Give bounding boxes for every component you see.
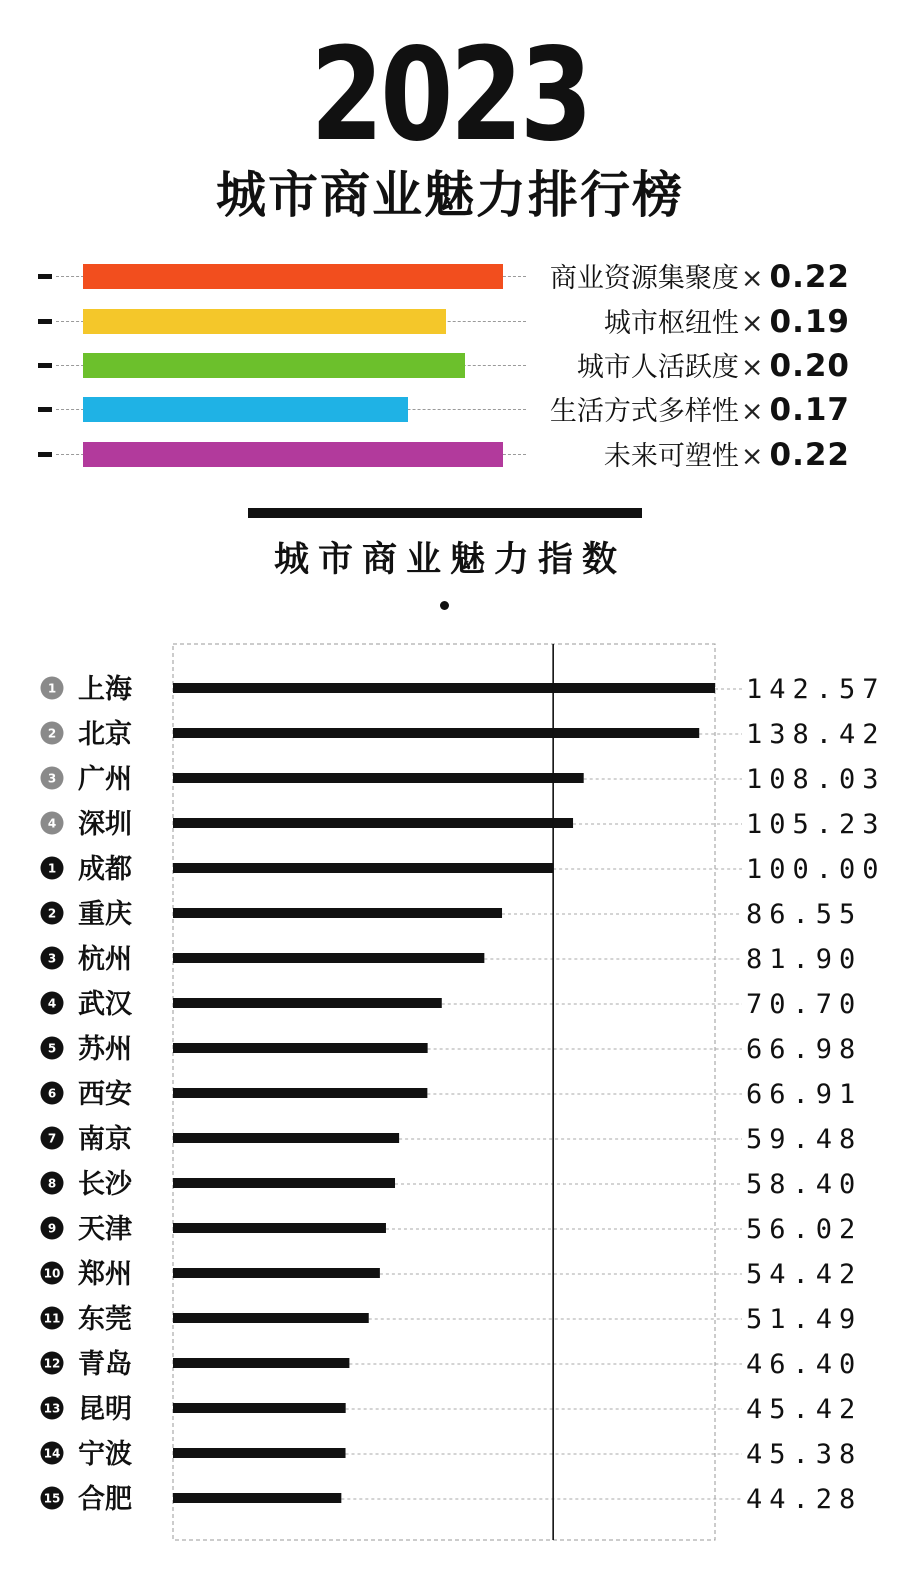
weight-value: 0.20: [769, 348, 850, 384]
weight-name: 商业资源集聚度: [549, 263, 739, 294]
weight-value: 0.19: [769, 304, 850, 340]
city-label: 上海: [78, 674, 132, 705]
multiply-sign: ×: [740, 308, 764, 339]
multiply-sign: ×: [740, 396, 764, 427]
value-label: 54.42: [746, 1259, 863, 1290]
page-title: 城市商业魅力排行榜: [216, 166, 684, 224]
rank-number: 4: [47, 996, 57, 1011]
rank-number: 4: [47, 816, 57, 831]
city-label: 青岛: [78, 1349, 132, 1380]
value-label: 142.57: [746, 674, 886, 705]
value-label: 51.49: [746, 1304, 863, 1335]
city-label: 长沙: [78, 1169, 132, 1200]
multiply-sign: ×: [740, 352, 764, 383]
weight-name: 未来可塑性: [603, 441, 739, 472]
rank-number: 11: [43, 1311, 61, 1326]
rank-number: 1: [47, 681, 57, 696]
value-label: 58.40: [746, 1169, 863, 1200]
rank-number: 3: [47, 951, 57, 966]
city-label: 武汉: [78, 989, 132, 1020]
rank-number: 8: [47, 1176, 57, 1191]
bar: [173, 683, 715, 693]
value-label: 66.91: [746, 1079, 863, 1110]
value-label: 59.48: [746, 1124, 863, 1155]
city-label: 杭州: [78, 944, 132, 975]
city-label: 深圳: [78, 809, 132, 840]
section-title: 城市商业魅力指数: [273, 540, 626, 580]
bar: [173, 1358, 349, 1368]
title-year: 2023: [310, 21, 590, 170]
rank-number: 9: [47, 1221, 57, 1236]
city-label: 天津: [78, 1214, 132, 1245]
rank-number: 13: [43, 1401, 61, 1416]
weight-value: 0.17: [769, 392, 850, 428]
bar: [173, 1043, 428, 1053]
city-label: 郑州: [78, 1259, 132, 1290]
weight-value: 0.22: [769, 437, 850, 473]
bar: [173, 1223, 386, 1233]
bar: [173, 1268, 380, 1278]
rank-number: 7: [47, 1131, 57, 1146]
bar: [173, 1313, 369, 1323]
bar: [173, 1493, 341, 1503]
value-label: 66.98: [746, 1034, 863, 1065]
rank-number: 5: [47, 1041, 57, 1056]
value-label: 100.00: [746, 854, 886, 885]
value-label: 56.02: [746, 1214, 863, 1245]
city-label: 昆明: [78, 1394, 132, 1425]
value-label: 45.42: [746, 1394, 863, 1425]
value-label: 44.28: [746, 1484, 863, 1515]
city-label: 宁波: [78, 1439, 132, 1470]
city-label: 西安: [78, 1079, 132, 1110]
rank-number: 1: [47, 861, 57, 876]
value-label: 86.55: [746, 899, 863, 930]
multiply-sign: ×: [740, 441, 764, 472]
value-label: 105.23: [746, 809, 886, 840]
value-label: 138.42: [746, 719, 886, 750]
value-label: 45.38: [746, 1439, 863, 1470]
value-label: 108.03: [746, 764, 886, 795]
value-label: 46.40: [746, 1349, 863, 1380]
weight-name: 城市枢纽性: [603, 308, 739, 339]
bar: [173, 1133, 399, 1143]
rank-number: 2: [47, 726, 57, 741]
rank-number: 10: [43, 1266, 61, 1281]
bar: [173, 998, 442, 1008]
city-label: 北京: [78, 719, 132, 750]
weight-name: 城市人活跃度: [576, 352, 739, 383]
rank-number: 2: [47, 906, 57, 921]
city-label: 东莞: [78, 1304, 132, 1335]
bar: [173, 1448, 346, 1458]
bar: [173, 953, 484, 963]
rank-number: 6: [47, 1086, 57, 1101]
rank-number: 15: [43, 1491, 61, 1506]
bar: [173, 1088, 427, 1098]
city-label: 重庆: [78, 899, 132, 930]
city-label: 广州: [78, 764, 132, 795]
city-label: 苏州: [78, 1034, 132, 1065]
rank-number: 12: [43, 1356, 61, 1371]
bar: [173, 1403, 346, 1413]
bar: [173, 908, 502, 918]
value-label: 81.90: [746, 944, 863, 975]
value-label: 70.70: [746, 989, 863, 1020]
bar: [173, 863, 553, 873]
weight-name: 生活方式多样性: [549, 396, 739, 427]
city-label: 南京: [78, 1124, 132, 1155]
bar: [173, 1178, 395, 1188]
bar: [173, 773, 584, 783]
bar: [173, 818, 573, 828]
city-label: 成都: [78, 854, 132, 885]
rank-number: 3: [47, 771, 57, 786]
city-label: 合肥: [78, 1484, 132, 1515]
weight-value: 0.22: [769, 259, 850, 295]
rank-number: 14: [43, 1446, 61, 1461]
bar: [173, 728, 699, 738]
multiply-sign: ×: [740, 263, 764, 294]
